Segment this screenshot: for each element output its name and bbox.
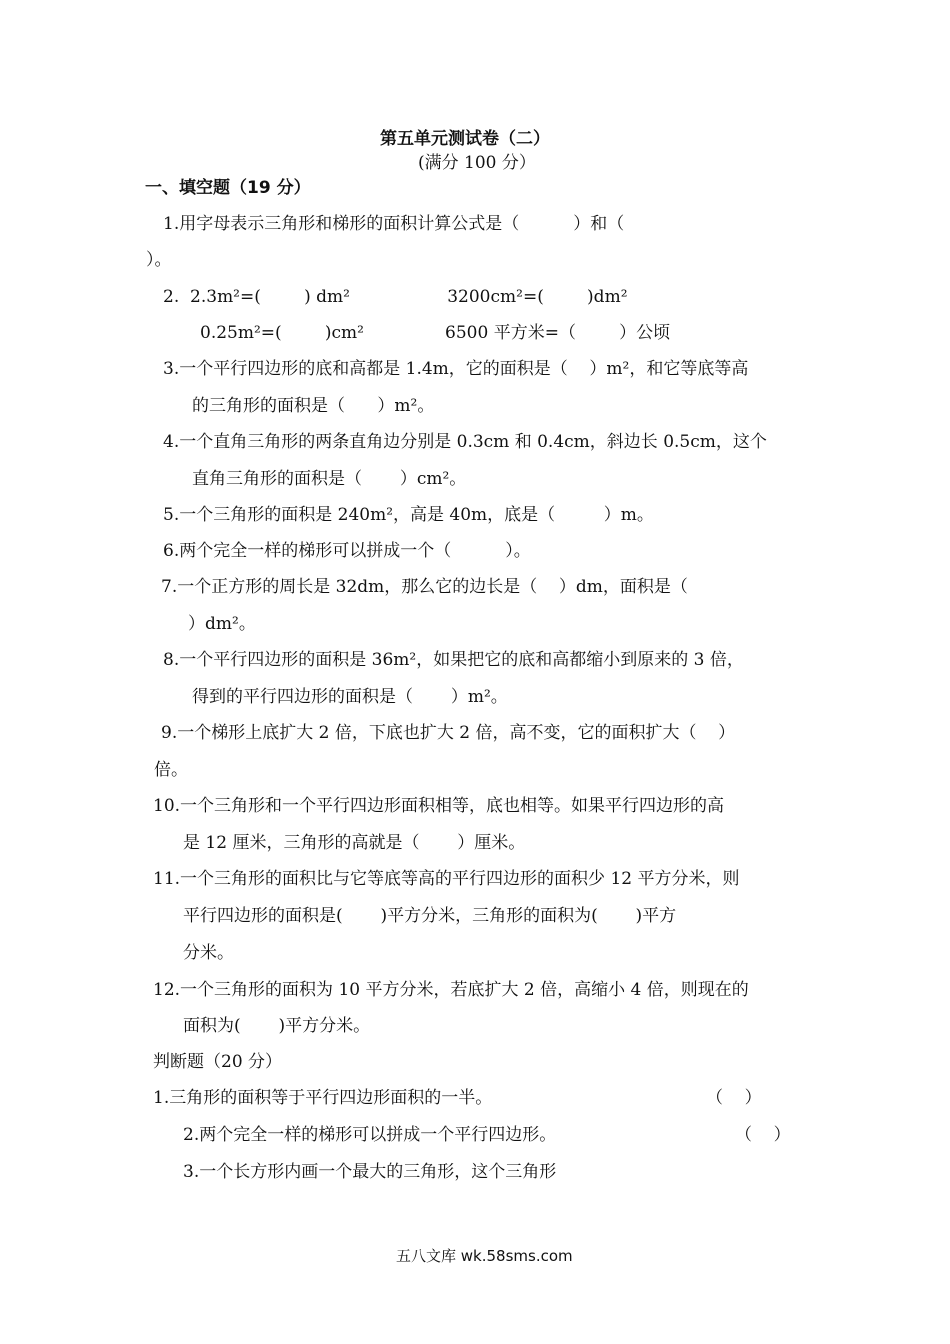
judgement-question: 3.一个长方形内画一个最大的三角形，这个三角形 [183,1162,557,1182]
answer-bracket: （ ） [706,1088,762,1108]
question-line: 9.一个梯形上底扩大 2 倍，下底也扩大 2 倍，高不变，它的面积扩大（ ） [161,723,736,743]
question-line: 4.一个直角三角形的两条直角边分别是 0.3cm 和 0.4cm，斜边长 0.5cm，这个 [163,432,767,452]
question-line: 直角三角形的面积是（ ）cm²。 [192,469,467,489]
question-line: 分米。 [183,943,234,963]
question-line: 倍。 [154,760,188,780]
answer-bracket: （ ） [735,1125,791,1145]
question-line: 5.一个三角形的面积是 240m²，高是 40m，底是（ ）m。 [163,505,654,525]
question-line: 是 12 厘米，三角形的高就是（ ）厘米。 [183,833,526,853]
question-line: 0.25m²=( )cm² 6500 平方米=（ ）公顷 [200,323,671,343]
question-line: 11.一个三角形的面积比与它等底等高的平行四边形的面积少 12 平方分米，则 [153,869,740,889]
question-line: 10.一个三角形和一个平行四边形面积相等，底也相等。如果平行四边形的高 [153,796,725,816]
question-line: ）。 [146,250,172,270]
question-line: 2. 2.3m²=( ) dm² 3200cm²=( )dm² [163,287,628,307]
question-line: 的三角形的面积是（ ）m²。 [192,396,435,416]
section-heading-fill-blank: 一、填空题（19 分） [145,178,311,198]
question-line: ）dm²。 [188,614,256,634]
question-line: 1.用字母表示三角形和梯形的面积计算公式是（ ）和（ [163,214,625,234]
page-title: 第五单元测试卷（二） [380,129,550,149]
question-line: 6.两个完全一样的梯形可以拼成一个（ ）。 [163,541,531,561]
judgement-question: 1.三角形的面积等于平行四边形面积的一半。 [153,1088,493,1108]
question-line: 12.一个三角形的面积为 10 平方分米，若底扩大 2 倍，高缩小 4 倍，则现在的 [153,980,749,1000]
page-subtitle: (满分 100 分） [418,153,536,173]
footer-watermark: 五八文库 wk.58sms.com [396,1247,573,1265]
judgement-question: 2.两个完全一样的梯形可以拼成一个平行四边形。 [183,1125,557,1145]
question-line: 平行四边形的面积是( )平方分米，三角形的面积为( )平方 [183,906,677,926]
question-line: 得到的平行四边形的面积是（ ）m²。 [192,687,508,707]
question-line: 7.一个正方形的周长是 32dm，那么它的边长是（ ）dm，面积是（ [161,577,688,597]
question-line: 面积为( )平方分米。 [183,1016,371,1036]
question-line: 3.一个平行四边形的底和高都是 1.4m，它的面积是（ ）m²，和它等底等高 [163,359,749,379]
question-line: 8.一个平行四边形的面积是 36m²，如果把它的底和高都缩小到原来的 3 倍， [163,650,744,670]
section-heading-true-false: 判断题（20 分） [153,1052,283,1072]
